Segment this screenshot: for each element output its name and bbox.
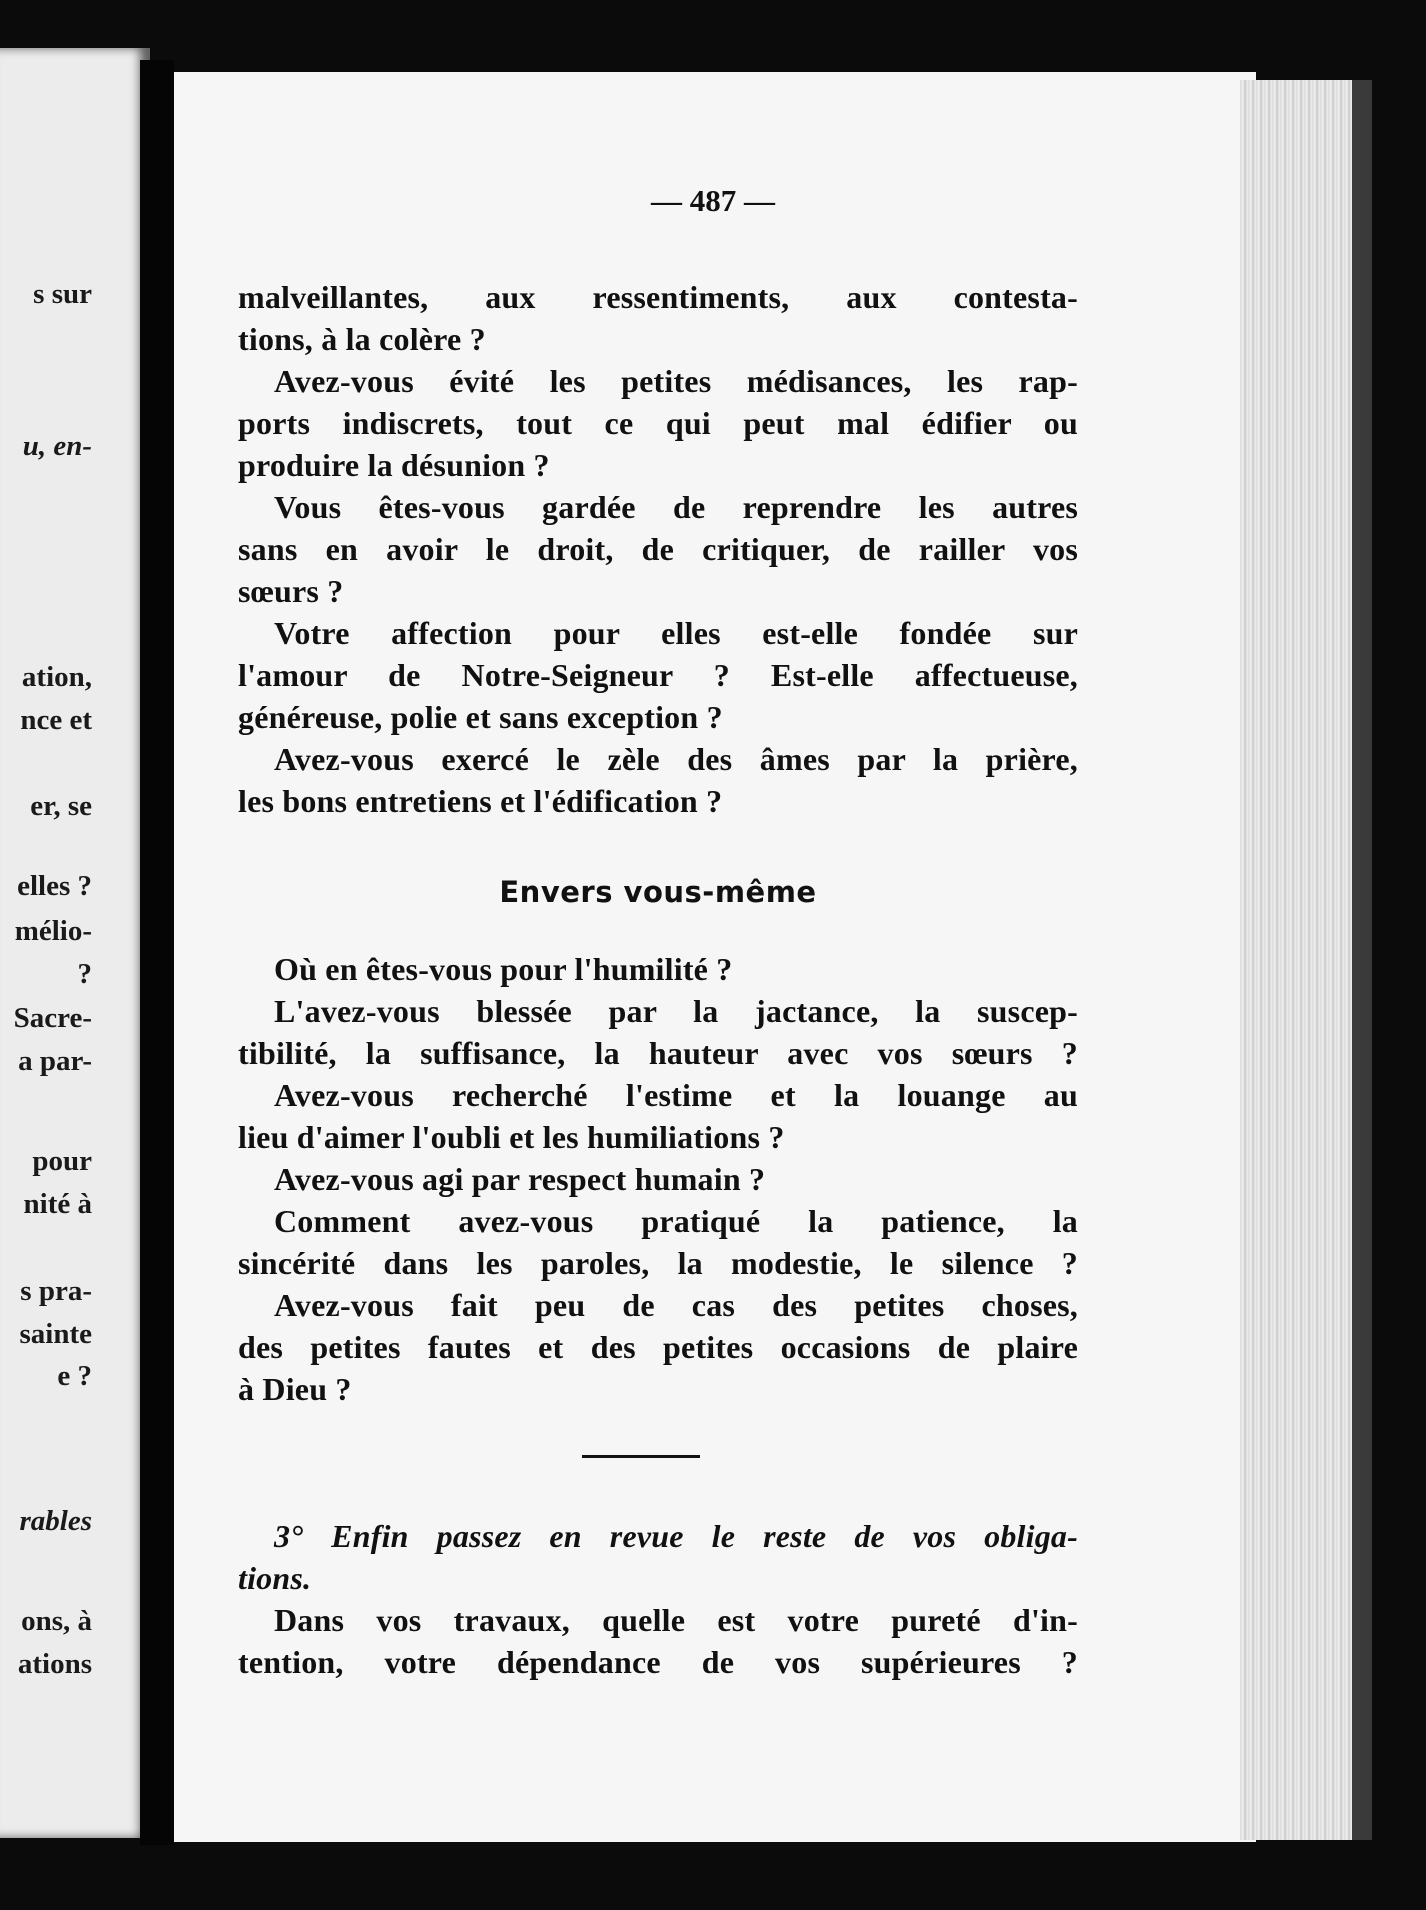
previous-page-fragment: elles ? — [17, 870, 92, 902]
page-edges — [1240, 80, 1360, 1840]
previous-page — [0, 48, 150, 1838]
text-line: les bons entretiens et l'édification ? — [238, 783, 723, 819]
text-line: L'avez-vous blessée par la jactance, la suscep- — [274, 993, 1078, 1029]
text-line: généreuse, polie et sans exception ? — [238, 699, 723, 735]
previous-page-fragment: nce et — [20, 704, 92, 736]
text-line: sincérité dans les paroles, la modestie, le silence ? — [238, 1245, 1078, 1281]
previous-page-fragment: sainte — [19, 1318, 92, 1350]
text-line: Comment avez-vous pratiqué la patience, la — [274, 1203, 1078, 1239]
previous-page-fragment: a par- — [18, 1045, 92, 1077]
text-line: Dans vos travaux, quelle est votre pureté d'in- — [274, 1602, 1078, 1638]
text-line: produire la désunion ? — [238, 447, 550, 483]
text-line: tions, à la colère ? — [238, 321, 486, 357]
book-gutter — [140, 60, 174, 1845]
text-line: Avez-vous recherché l'estime et la louange au — [274, 1077, 1078, 1113]
text-line: tention, votre dépendance de vos supérieures ? — [238, 1644, 1078, 1680]
section-title: Envers vous-même — [499, 875, 817, 909]
previous-page-fragment: s sur — [33, 278, 92, 310]
previous-page-fragment: rables — [19, 1505, 92, 1537]
text-line: à Dieu ? — [238, 1371, 352, 1407]
previous-page-fragment: ations — [17, 1648, 92, 1680]
page-number — [0, 183, 1426, 219]
text-line: Vous êtes-vous gardée de reprendre les autres — [274, 489, 1078, 525]
text-line: 3° Enfin passez en revue le reste de vos obliga- — [274, 1518, 1078, 1554]
text-line: sœurs ? — [238, 573, 344, 609]
paragraphs-block-2 — [238, 948, 1078, 1410]
section-divider — [582, 1455, 700, 1458]
previous-page-fragment: u, en- — [22, 430, 92, 462]
text-line: Avez-vous fait peu de cas des petites choses, — [274, 1287, 1078, 1323]
text-line: tibilité, la suffisance, la hauteur avec vos sœurs ? — [238, 1035, 1078, 1071]
text-line: sans en avoir le droit, de critiquer, de railler vos — [238, 531, 1078, 567]
previous-page-fragment: mélio- — [14, 915, 92, 947]
text-line: des petites fautes et des petites occasions de plaire — [238, 1329, 1078, 1365]
paragraphs-block-3 — [238, 1515, 1078, 1683]
text-line: ports indiscrets, tout ce qui peut mal édifier ou — [238, 405, 1078, 441]
text-line: Où en êtes-vous pour l'humilité ? — [274, 951, 733, 987]
previous-page-fragment: ons, à — [21, 1605, 92, 1637]
text-line: Avez-vous agi par respect humain ? — [274, 1161, 766, 1197]
paragraphs-block-1 — [238, 276, 1078, 822]
text-line: l'amour de Notre-Seigneur ? Est-elle affectueuse, — [238, 657, 1078, 693]
page-number-text: — 487 — — [651, 183, 775, 218]
text-line: lieu d'aimer l'oubli et les humiliations ? — [238, 1119, 785, 1155]
text-line: tions. — [238, 1560, 312, 1596]
previous-page-fragment: ? — [77, 958, 92, 990]
text-line: Avez-vous exercé le zèle des âmes par la prière, — [274, 741, 1078, 777]
previous-page-fragment: e ? — [57, 1360, 92, 1392]
text-line: Votre affection pour elles est-elle fondée sur — [274, 615, 1078, 651]
text-line: malveillantes, aux ressentiments, aux contesta- — [238, 279, 1078, 315]
previous-page-fragment: er, se — [30, 790, 92, 822]
previous-page-fragment: pour — [32, 1145, 92, 1177]
previous-page-fragment: Sacre- — [13, 1002, 92, 1034]
previous-page-fragment: nité à — [23, 1188, 92, 1220]
previous-page-fragment: s pra- — [20, 1275, 92, 1307]
text-line: Avez-vous évité les petites médisances, les rap- — [274, 363, 1078, 399]
page-edge-shadow — [1352, 80, 1372, 1840]
previous-page-fragment: ation, — [21, 661, 92, 693]
